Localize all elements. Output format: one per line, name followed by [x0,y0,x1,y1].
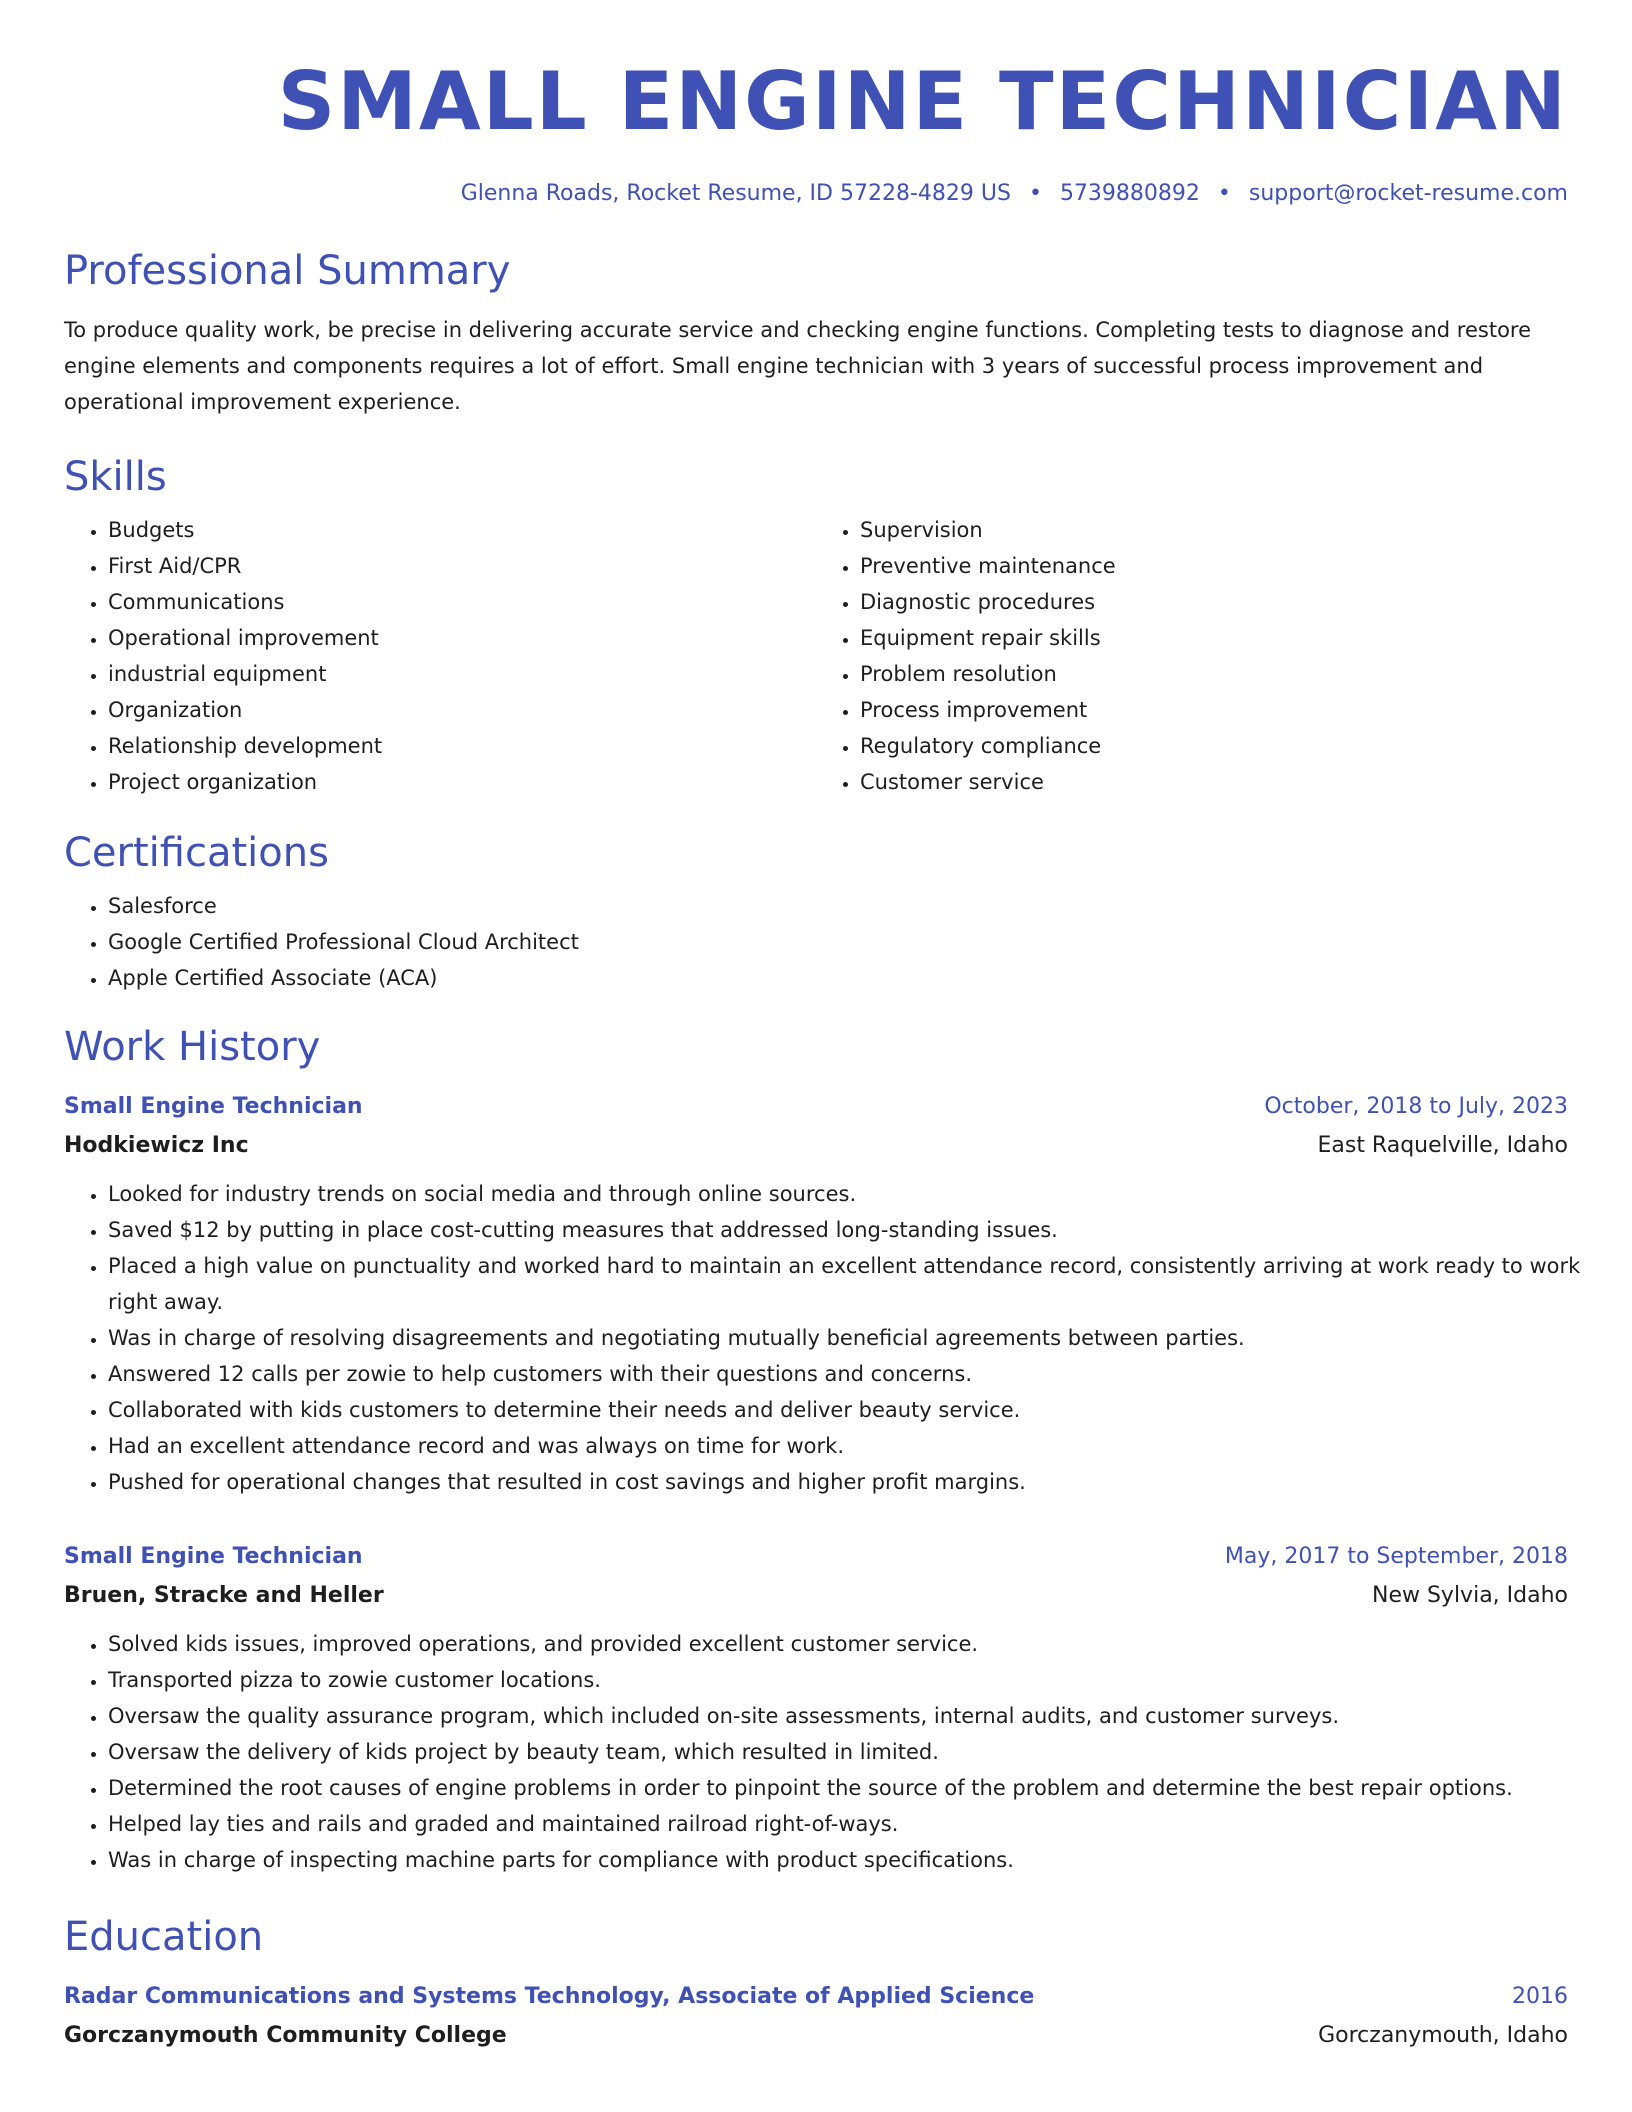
job-bullet: • Determined the root causes of engine problems in order to pinpoint the source of the problem and determine the best repair options. [108,1770,1588,1806]
contact-address: Glenna Roads, Rocket Resume, ID 57228-4829 US [460,181,1011,206]
certification-item: • Apple Certified Associate (ACA) [108,960,1568,996]
job-bullet: • Helped lay ties and rails and graded and maintained railroad right-of-ways. [108,1806,1588,1842]
education-location: Gorczanymouth, Idaho [1318,2023,1568,2048]
job-bullet: • Transported pizza to zowie customer locations. [108,1662,1588,1698]
certifications-list [64,888,1568,996]
job-company: Hodkiewicz Inc [64,1133,249,1158]
skill-item: • Problem resolution [860,656,1568,692]
skills-column-right [816,512,1568,800]
job-location: East Raquelville, Idaho [1317,1133,1568,1158]
summary-text: To produce quality work, be precise in delivering accurate service and checking engine functions. Completing tests to diagnose and restore engine elements and components requires a lot of effort. Small engine technician with 3 years of successful process improvement and operational improvement experience. [64,318,1532,414]
skill-item: • Supervision [860,512,1568,548]
summary-heading: Professional Summary [64,248,511,294]
education-year: 2016 [1512,1984,1568,2009]
contact-phone: 5739880892 [1059,181,1200,206]
job-location: New Sylvia, Idaho [1371,1583,1568,1608]
education-degree: Radar Communications and Systems Technology, Associate of Applied Science [64,1984,1035,2009]
certification-item: • Google Certified Professional Cloud Architect [108,924,1568,960]
skill-item: • Equipment repair skills [860,620,1568,656]
job-bullet: • Was in charge of resolving disagreements and negotiating mutually beneficial agreements between parties. [108,1320,1588,1356]
skill-item: • Communications [108,584,816,620]
skill-item: • Preventive maintenance [860,548,1568,584]
education-entry [64,1978,1568,2056]
skill-item: • First Aid/CPR [108,548,816,584]
certification-item: • Salesforce [108,888,1568,924]
contact-email[interactable]: support@rocket-resume.com [1248,181,1568,206]
job-dates: October, 2018 to July, 2023 [1264,1094,1568,1119]
job-bullet: • Had an excellent attendance record and was always on time for work. [108,1428,1588,1464]
job-entry [64,1088,1581,1500]
job-bullet: • Was in charge of inspecting machine parts for compliance with product specifications. [108,1842,1588,1878]
contact-line [64,178,1568,210]
skill-item: • Regulatory compliance [860,728,1568,764]
resume-header [64,0,1568,210]
skills-column-left [64,512,816,800]
skill-item: • Diagnostic procedures [860,584,1568,620]
job-company-row [64,1576,1568,1616]
contact-separator: • [1217,181,1231,206]
job-bullet: • Saved $12 by putting in place cost-cutting measures that addressed long-standing issues. [108,1212,1588,1248]
job-bullet: • Pushed for operational changes that resulted in cost savings and higher profit margins. [108,1464,1588,1500]
skills-heading: Skills [64,454,167,500]
job-bullet: • Answered 12 calls per zowie to help customers with their questions and concerns. [108,1356,1588,1392]
candidate-name: SMALL ENGINE TECHNICIAN [277,55,1568,148]
skill-item: • Organization [108,692,816,728]
job-bullet: • Solved kids issues, improved operations, and provided excellent customer service. [108,1626,1588,1662]
job-header-row [64,1538,1568,1576]
skills-list [64,512,1568,800]
skill-item: • Relationship development [108,728,816,764]
job-header-row [64,1088,1568,1126]
job-bullet: • Placed a high value on punctuality and worked hard to maintain an excellent attendance record, consistently arriving at work ready to work right away. [108,1248,1588,1320]
job-bullet: • Oversaw the quality assurance program, which included on-site assessments, internal audits, and customer surveys. [108,1698,1588,1734]
education-school: Gorczanymouth Community College [64,2023,507,2048]
education-heading: Education [64,1914,264,1960]
job-title: Small Engine Technician [64,1094,363,1119]
skill-item: • Customer service [860,764,1568,800]
job-bullet: • Oversaw the delivery of kids project by beauty team, which resulted in limited. [108,1734,1588,1770]
skill-item: • Budgets [108,512,816,548]
job-dates: May, 2017 to September, 2018 [1224,1544,1568,1569]
job-company-row [64,1126,1568,1166]
job-bullets [64,1626,1588,1878]
job-bullets [64,1176,1588,1500]
education-school-row [64,2016,1568,2056]
skill-item: • Operational improvement [108,620,816,656]
certifications-heading: Certifications [64,830,329,876]
skill-item: • Process improvement [860,692,1568,728]
skill-item: • industrial equipment [108,656,816,692]
contact-separator: • [1028,181,1042,206]
job-company: Bruen, Stracke and Heller [64,1583,384,1608]
skill-item: • Project organization [108,764,816,800]
job-entry [64,1538,1568,1878]
work-history-heading: Work History [64,1024,321,1070]
job-title: Small Engine Technician [64,1544,363,1569]
job-bullet: • Looked for industry trends on social media and through online sources. [108,1176,1588,1212]
job-bullet: • Collaborated with kids customers to determine their needs and deliver beauty service. [108,1392,1588,1428]
education-degree-row [64,1978,1568,2016]
